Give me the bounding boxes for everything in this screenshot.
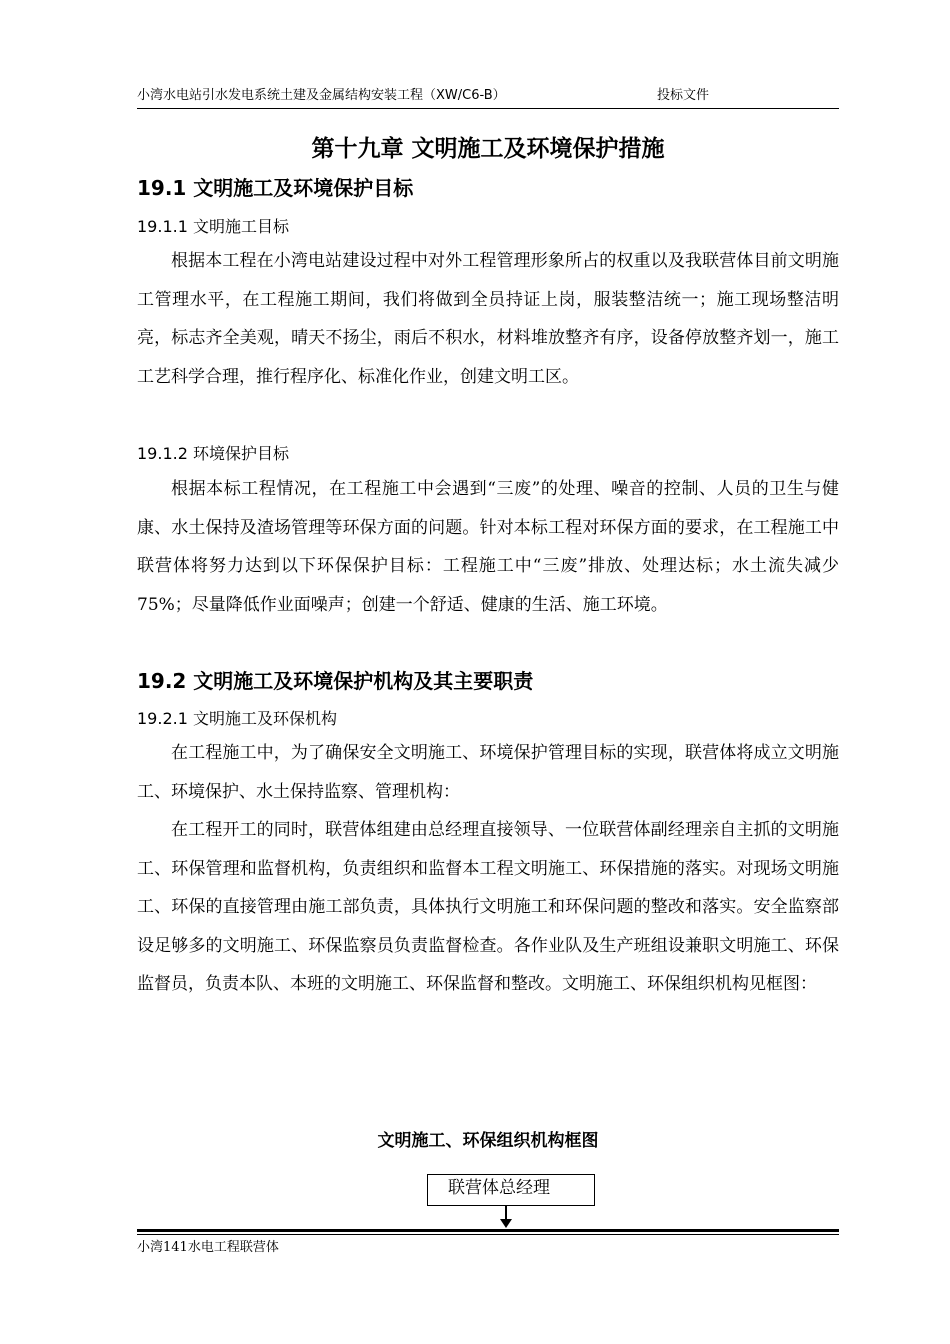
paragraph-organization-detail: 在工程开工的同时，联营体组建由总经理直接领导、一位联营体副经理亲自主抓的文明施工、环保管理和监督机构，负责组织和监督本工程文明施工、环保措施的落实。对现场文明施工、环保的直接管理由施工部负责，具体执行文明施工和环保问题的整改和落实。安全监察部设足够多的文明施工、环保监察员负责监督检查。各作业队及生产班组设兼职文明施工、环保监督员，负责本队、本班的文明施工、环保监督和整改。文明施工、环保组织机构见框图： xyxy=(137,820,839,994)
section-heading-19-1-2: 19.1.2 环境保护目标 xyxy=(137,444,289,463)
footer-rule xyxy=(137,1229,839,1232)
chapter-title: 第十九章 文明施工及环境保护措施 xyxy=(311,136,665,162)
paragraph-environmental-goal: 根据本标工程情况，在工程施工中会遇到“三废”的处理、噪音的控制、人员的卫生与健康、水土保持及渣场管理等环保方面的问题。针对本标工程对环保方面的要求，在工程施工中联营体将努力达到以下环保保护目标：工程施工中“三废”排放、处理达标；水土流失减少75%；尽量降低作业面噪声；创建一个舒适、健康的生活、施工环境。 xyxy=(137,479,839,615)
paragraph-organization-intro: 在工程施工中，为了确保安全文明施工、环境保护管理目标的实现，联营体将成立文明施工、环境保护、水土保持监察、管理机构： xyxy=(137,743,839,802)
section-heading-19-1: 19.1 文明施工及环境保护目标 xyxy=(137,176,414,200)
section-heading-19-2: 19.2 文明施工及环境保护机构及其主要职责 xyxy=(137,669,534,693)
header-project-title: 小湾水电站引水发电系统土建及金属结构安装工程（XW/C6-B） xyxy=(137,88,506,103)
header-doc-type: 投标文件 xyxy=(657,88,710,103)
arrow-down-icon xyxy=(500,1219,512,1228)
org-node-general-manager: 联营体总经理 xyxy=(427,1174,595,1206)
footer-company: 小湾141水电工程联营体 xyxy=(137,1240,279,1255)
paragraph-civilized-construction-goal: 根据本工程在小湾电站建设过程中对外工程管理形象所占的权重以及我联营体目前文明施工管理水平，在工程施工期间，我们将做到全员持证上岗，服装整洁统一；施工现场整洁明亮，标志齐全美观，晴天不扬尘，雨后不积水，材料堆放整齐有序，设备停放整齐划一，施工工艺科学合理，推行程序化、标准化作业，创建文明工区。 xyxy=(137,251,839,387)
section-heading-19-1-1: 19.1.1 文明施工目标 xyxy=(137,217,289,236)
org-chart-title: 文明施工、环保组织机构框图 xyxy=(377,1131,599,1151)
footer-rule-thin xyxy=(137,1234,839,1235)
page-header xyxy=(137,86,839,109)
section-heading-19-2-1: 19.2.1 文明施工及环保机构 xyxy=(137,709,337,728)
